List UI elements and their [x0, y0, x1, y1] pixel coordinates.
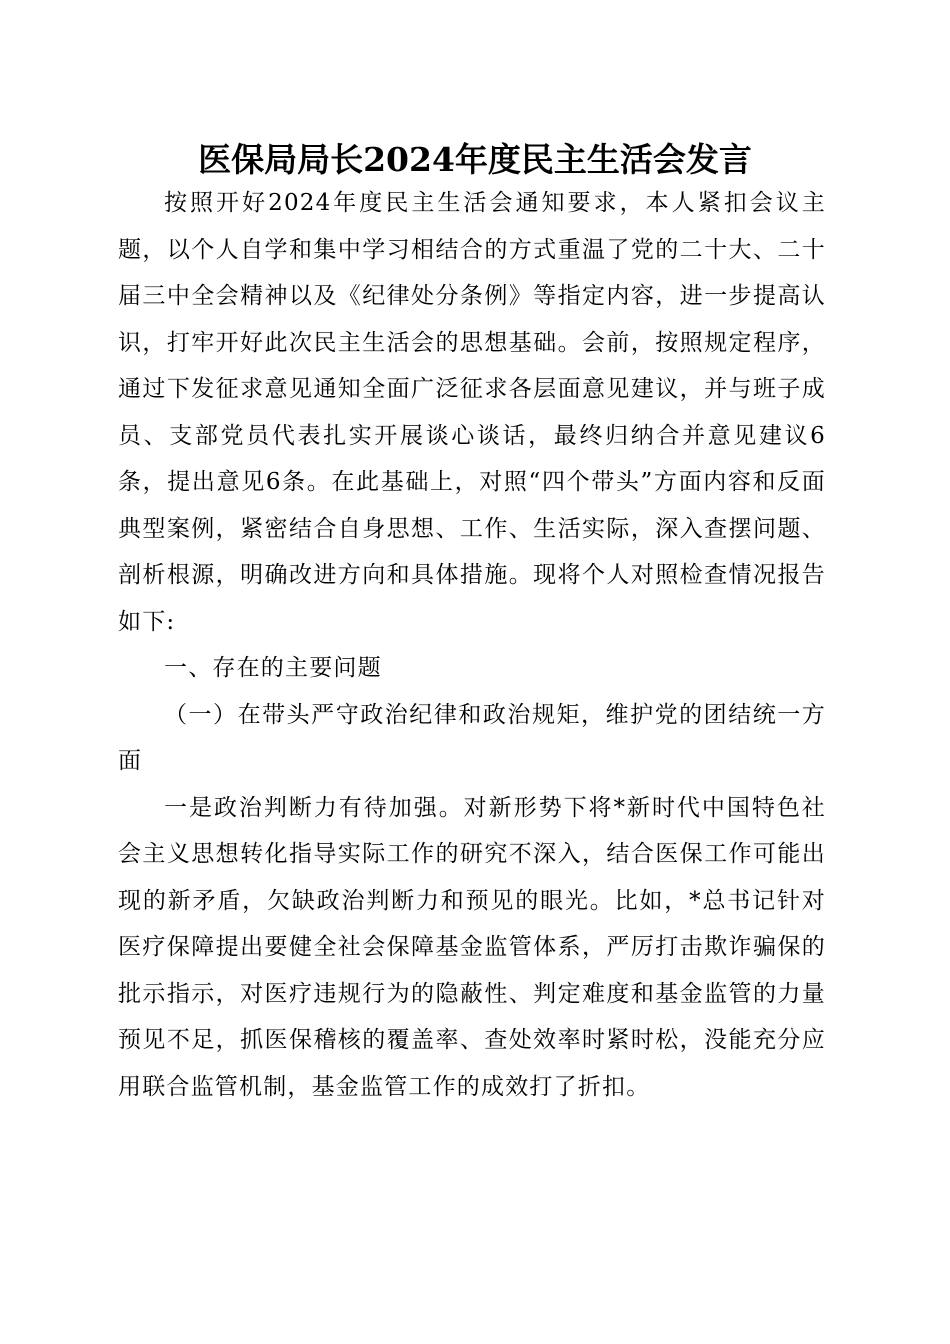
- subsection-heading-political-discipline: （一）在带头严守政治纪律和政治规矩，维护党的团结统一方面: [118, 701, 826, 774]
- document-title: 医保局局长2024年度民主生活会发言: [198, 140, 752, 179]
- intro-paragraph: 按照开好2024年度民主生活会通知要求，本人紧扣会议主题，以个人自学和集中学习相结合的方式重温了党的二十大、二十届三中全会精神以及《纪律处分条例》等指定内容，进一步提高认识，打牢开好此次民主生活会的思想基础。会前，按照规定程序，通过下发征求意见通知全面广泛征求各层面意见建议，并与班子成员、支部党员代表扎实开展谈心谈话，最终归纳合并意见建议6条，提出意见6条。在此基础上，对照“四个带头”方面内容和反面典型案例，紧密结合自身思想、工作、生活实际，深入查摆问题、剖析根源，明确改进方向和具体措施。现将个人对照检查情况报告如下:: [118, 190, 826, 635]
- document-body: [118, 180, 826, 1110]
- point-paragraph-political-judgment: 一是政治判断力有待加强。对新形势下将*新时代中国特色社会主义思想转化指导实际工作的研究不深入，结合医保工作可能出现的新矛盾，欠缺政治判断力和预见的眼光。比如，*总书记针对医疗保障提出要健全社会保障基金监管体系，严厉打击欺诈骗保的批示指示，对医疗违规行为的隐蔽性、判定难度和基金监管的力量预见不足，抓医保稽核的覆盖率、查处效率时紧时松，没能充分应用联合监管机制，基金监管工作的成效打了折扣。: [118, 794, 826, 1100]
- section-heading-problems: 一、存在的主要问题: [164, 655, 382, 681]
